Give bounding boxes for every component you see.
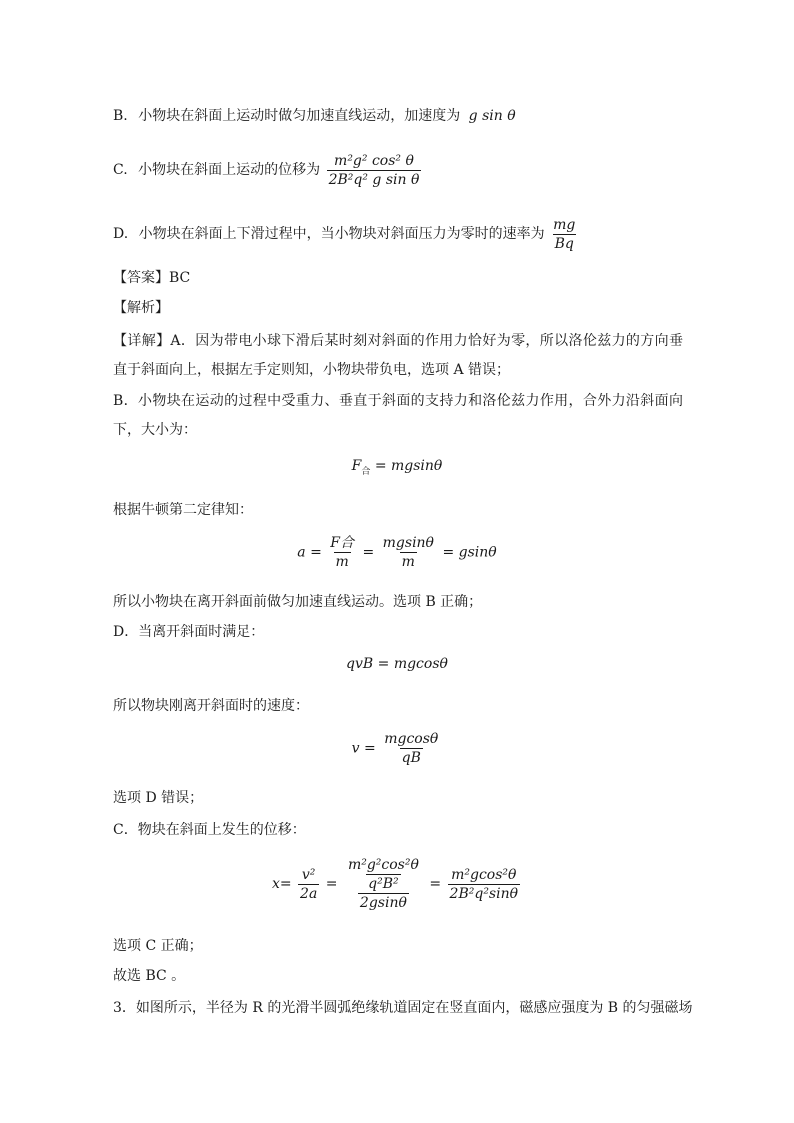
eq5-den1: 2a <box>300 885 318 902</box>
eq2-den2: m <box>401 554 415 570</box>
answer-value: BC <box>169 270 191 286</box>
eq4-den: qB <box>401 750 421 766</box>
c-intro: C．物块在斜面上发生的位移： <box>113 822 306 838</box>
eq1-lhs: F <box>351 458 362 474</box>
option-d-fraction <box>551 216 577 253</box>
eq1-rhs: = mgsinθ <box>374 458 443 474</box>
speed-intro: 所以物块刚离开斜面时的速度： <box>113 698 309 714</box>
eq5-fraction-3 <box>448 866 521 903</box>
eq5-den3: 2B²q²sinθ <box>449 885 519 902</box>
detail-b-intro: B．小物块在运动的过程中受重力、垂直于斜面的支持力和洛伦兹力作用，合外力沿斜面向下，大小为： <box>113 393 683 438</box>
eq2-num2: mgsinθ <box>382 535 434 551</box>
eq5-compound-numerator <box>344 856 423 893</box>
option-b <box>113 106 516 126</box>
d-conclusion: 选项 D 错误； <box>113 790 204 806</box>
newton-intro: 根据牛顿第二定律知： <box>113 502 253 518</box>
eq2-tail: = gsinθ <box>442 544 497 561</box>
final-answer: 故选 BC 。 <box>113 968 186 984</box>
answer <box>113 268 190 288</box>
eq2-fraction-2 <box>381 534 436 571</box>
option-d <box>113 214 579 254</box>
eq5-equals-2: = <box>429 876 442 892</box>
b-conclusion: 所以小物块在离开斜面前做匀加速直线运动。选项 B 正确； <box>113 594 483 610</box>
analysis-label: 【解析】 <box>113 300 169 316</box>
eq2-fraction-1 <box>328 534 356 571</box>
eq5-fraction-2 <box>344 856 423 912</box>
equation-leave-condition: qvB = mgcosθ <box>346 656 448 672</box>
eq5-lhs: x= <box>271 876 292 892</box>
equation-displacement <box>0 856 794 912</box>
eq5-num3: m²gcos²θ <box>451 866 517 883</box>
eq5-num1: v² <box>301 866 316 883</box>
eq4-fraction <box>382 730 440 767</box>
option-c-denominator: 2B²q² g sin θ <box>328 171 420 188</box>
eq2-a: a = <box>297 544 322 561</box>
equation-net-force <box>0 458 794 477</box>
eq5-inner-num: m²g²cos²θ <box>347 857 419 873</box>
eq4-num: mgcosθ <box>384 731 439 747</box>
eq2-num1: F合 <box>330 535 354 551</box>
option-c <box>113 150 423 190</box>
eq5-den2: 2gsinθ <box>359 895 407 911</box>
option-d-denominator: Bq <box>554 235 574 252</box>
option-b-label: B. <box>113 108 128 124</box>
c-conclusion: 选项 C 正确； <box>113 938 203 954</box>
option-c-text: 小物块在斜面上运动的位移为 <box>138 162 321 178</box>
eq4-lhs: v = <box>351 740 376 757</box>
eq5-inner-den: q²B² <box>368 876 399 892</box>
eq5-inner-fraction <box>346 856 421 893</box>
detail-a: 【详解】A．因为带电小球下滑后某时刻对斜面的作用力恰好为零，所以洛伦兹力的方向垂直于斜面向上，根据左手定则知，小物块带负电，选项 A 错误； <box>113 333 683 378</box>
eq2-equals: = <box>362 544 375 561</box>
d-intro: D．当离开斜面时满足： <box>113 624 265 640</box>
option-d-numerator: mg <box>553 216 576 233</box>
answer-label: 【答案】 <box>113 270 169 286</box>
next-question: 3．如图所示，半径为 R 的光滑半圆弧绝缘轨道固定在竖直面内，磁感应强度为 B 的匀强磁场 <box>113 1000 693 1016</box>
option-d-text: 小物块在斜面上下滑过程中，当小物块对斜面压力为零时的速率为 <box>138 226 545 242</box>
option-d-label: D. <box>113 226 129 242</box>
option-c-fraction <box>327 152 422 189</box>
equation-acceleration <box>0 534 794 571</box>
eq5-fraction-1 <box>298 866 319 903</box>
eq5-equals-1: = <box>325 876 338 892</box>
option-c-numerator: m²g² cos² θ <box>334 152 414 169</box>
equation-speed <box>0 730 794 767</box>
eq1-sub: 合 <box>361 466 371 477</box>
option-b-text: 小物块在斜面上运动时做匀加速直线运动，加速度为 <box>138 108 461 124</box>
option-b-math: g sin θ <box>468 108 516 124</box>
eq2-den1: m <box>335 554 349 570</box>
option-c-label: C. <box>113 162 128 178</box>
